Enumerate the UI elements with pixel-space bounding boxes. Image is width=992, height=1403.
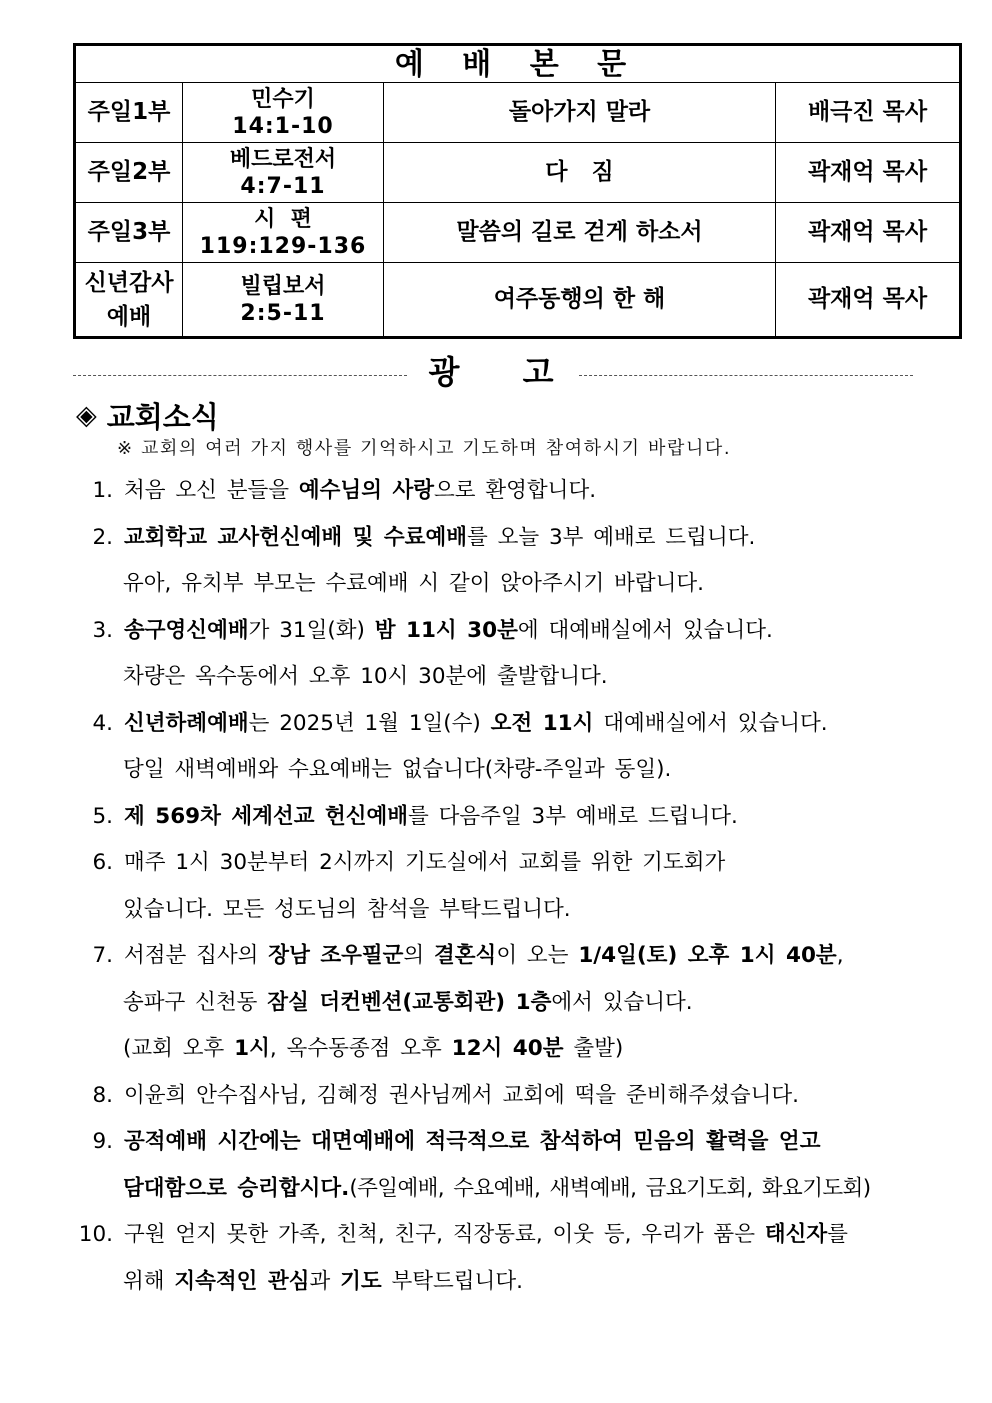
plain-text: 서점분 집사의 [124,943,269,968]
scripture-cell [183,203,384,263]
emphasis-text: 공적예배 시간에는 대면예배에 적극적으로 참석하여 믿음의 활력을 얻고 [124,1129,821,1154]
scripture-cell [183,83,384,143]
church-news-title: 교회소식 [106,400,219,434]
plain-text: , [836,943,844,968]
announcement-text [124,701,828,748]
plain-text: 과 [309,1268,341,1294]
plain-text: 가 31일(화) [248,617,375,643]
emphasis-text: 태신자 [764,1222,828,1247]
announcement-number: 4. [92,710,113,736]
sermon-title [384,143,776,203]
announcement-item [70,1073,970,1120]
sermon-table-title: 예 배 본 문 [75,45,961,83]
emphasis-text: 제 569차 세계선교 헌신예배 [124,803,409,829]
scripture-ref: 4:7-11 [240,173,326,199]
announcement-text [124,794,738,841]
plain-text: 대예배실에서 있습니다. [593,710,828,736]
announcement-item [70,840,970,887]
announcement-item-continued [70,1026,970,1073]
announcement-item-continued [70,561,970,608]
sermon-row [75,203,961,263]
announcement-text [123,747,671,794]
announcement-item [70,794,970,841]
sermon-row [75,83,961,143]
sermon-title: 돌아가지 말라 [384,83,776,143]
service-name: 주일3부 [75,203,183,263]
announcement-number: 5. [92,803,113,829]
announcement-text [123,561,704,608]
preacher-name: 배극진 목사 [776,83,961,143]
announcement-item [70,468,970,515]
plain-text: 있습니다. 모든 성도님의 참석을 부탁드립니다. [123,896,571,922]
announcement-number: 7. [92,943,113,968]
announcement-number: 1. [92,478,113,503]
scripture-ref: 119:129-136 [199,233,367,259]
scripture-book: 민수기 [251,86,315,112]
announcement-item [70,608,970,655]
diamond-icon: ◈ [76,400,97,431]
announcement-item-continued [70,747,970,794]
announcement-number: 6. [92,850,113,875]
plain-text: 부탁드립니다. [381,1268,523,1294]
church-news-note: ※ 교회의 여러 가지 행사를 기억하시고 기도하며 참여하시기 바랍니다. [117,438,732,459]
sermon-title: 여주동행의 한 해 [384,263,776,338]
preacher-name: 곽재억 목사 [776,263,961,338]
emphasis-text: 1시 [234,1036,270,1061]
plain-text: 차량은 옥수동에서 오후 10시 30분에 출발합니다. [123,664,608,689]
plain-text: (교회 오후 [123,1036,235,1061]
service-name: 주일1부 [75,83,183,143]
announcement-text [124,468,596,515]
emphasis-text: 오전 11시 [490,710,594,736]
sermon-title-text: 다 짐 [545,159,614,185]
announcement-item-continued [70,887,970,934]
divider-left [73,375,407,376]
scripture-ref: 14:1-10 [232,113,334,139]
plain-text: (주일예배, 수요예배, 새벽예배, 금요기도회, 화요기도회) [349,1175,871,1201]
plain-text: 에서 있습니다. [551,989,693,1015]
preacher-name: 곽재억 목사 [776,203,961,263]
emphasis-text: 장남 조우필군 [268,943,404,968]
announcement-list [70,468,970,1305]
announcement-item-continued [70,980,970,1027]
plain-text: 송파구 신천동 [123,989,268,1015]
announcement-number: 8. [92,1082,113,1108]
scripture-ref: 2:5-11 [240,300,326,326]
emphasis-text: 교회학교 교사헌신예배 및 수료예배 [124,524,467,550]
emphasis-text: 12시 40분 [451,1036,564,1061]
ads-header [73,350,913,390]
service-name: 주일2부 [75,143,183,203]
plain-text: 당일 새벽예배와 수요예배는 없습니다(차량-주일과 동일). [123,757,672,782]
announcement-number: 2. [92,524,113,550]
plain-text: 으로 환영합니다. [434,478,597,503]
scripture-cell [183,263,384,338]
plain-text: 위해 [123,1268,175,1294]
announcement-text [124,1212,848,1259]
announcement-item [70,701,970,748]
announcement-text [124,1119,820,1166]
emphasis-text: 밤 11시 30분 [374,617,518,643]
service-name-line1: 신년감사 [84,269,174,296]
plain-text: 의 [403,943,435,968]
scripture-cell [183,143,384,203]
announcement-text [124,608,773,655]
announcement-text [123,887,571,934]
announcement-item [70,515,970,562]
emphasis-text: 신년하례예배 [124,710,249,736]
announcement-text [123,1259,523,1306]
announcement-item [70,1212,970,1259]
announcement-text [123,654,608,701]
announcement-item [70,1119,970,1166]
ads-title: 광 고 [428,353,580,391]
announcement-text [123,1166,871,1213]
plain-text: 유아, 유치부 부모는 수료예배 시 같이 앉아주시기 바랍니다. [123,571,704,596]
sermon-table [73,43,962,339]
emphasis-text: 기도 [340,1268,382,1294]
scripture-book: 시 편 [254,206,312,232]
sermon-row [75,143,961,203]
announcement-text [123,980,693,1027]
announcement-item [70,933,970,980]
preacher-name: 곽재억 목사 [776,143,961,203]
sermon-title: 말씀의 길로 걷게 하소서 [384,203,776,263]
plain-text: 매주 1시 30분부터 2시까지 기도실에서 교회를 위한 기도회가 [124,850,726,875]
plain-text: 이 오는 [496,943,579,968]
announcement-number: 10. [78,1222,113,1247]
announcement-number: 9. [92,1129,113,1154]
announcement-item-continued [70,654,970,701]
announcement-text [124,1073,799,1120]
plain-text: 처음 오신 분들을 [124,478,299,503]
emphasis-text: 지속적인 관심 [174,1268,310,1294]
plain-text: 를 다음주일 3부 예배로 드립니다. [408,803,738,829]
emphasis-text: 잠실 더컨벤션(교통회관) 1층 [267,989,552,1015]
plain-text: , 옥수동종점 오후 [269,1036,452,1061]
divider-right [579,375,913,376]
plain-text: 이윤희 안수집사님, 김혜정 권사님께서 교회에 떡을 준비해주셨습니다. [124,1082,799,1108]
plain-text: 출발) [563,1036,624,1061]
service-name-line2: 예배 [106,303,152,330]
announcement-text [124,933,844,980]
announcement-number: 3. [92,617,113,643]
service-name [75,263,183,338]
church-news-heading [76,395,219,436]
plain-text: 를 [827,1222,848,1247]
emphasis-text: 예수님의 사랑 [298,478,434,503]
sermon-row [75,263,961,338]
emphasis-text: 결혼식 [434,943,497,968]
plain-text: 를 오늘 3부 예배로 드립니다. [467,524,756,550]
announcement-text [124,515,755,562]
announcement-text [124,840,725,887]
emphasis-text: 담대함으로 승리합시다. [123,1175,350,1201]
emphasis-text: 송구영신예배 [124,617,249,643]
announcement-text [123,1026,623,1073]
plain-text: 는 2025년 1월 1일(수) [248,710,491,736]
announcement-item-continued [70,1259,970,1306]
scripture-book: 빌립보서 [240,273,326,299]
plain-text: 구원 얻지 못한 가족, 친척, 친구, 직장동료, 이웃 등, 우리가 품은 [124,1222,765,1247]
emphasis-text: 1/4일(토) 오후 1시 40분 [578,943,837,968]
plain-text: 에 대예배실에서 있습니다. [517,617,773,643]
announcement-item-continued [70,1166,970,1213]
scripture-book: 베드로전서 [229,146,337,172]
